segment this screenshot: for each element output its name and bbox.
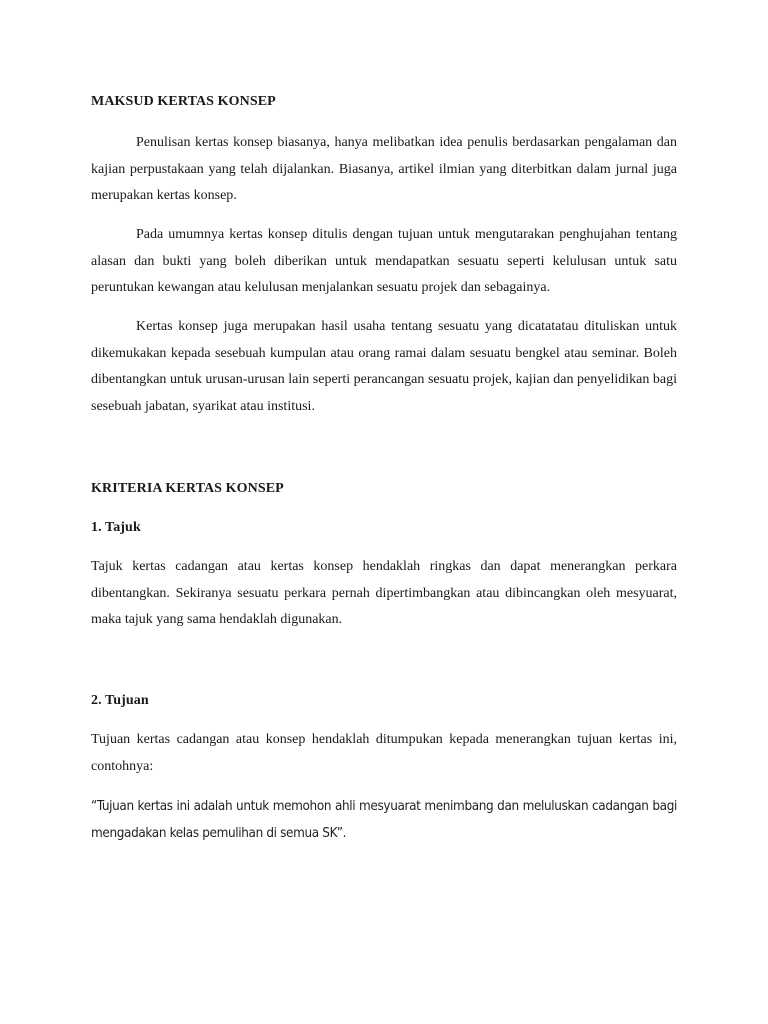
heading-maksud: MAKSUD KERTAS KONSEP: [91, 94, 276, 109]
heading-kriteria: KRITERIA KERTAS KONSEP: [91, 481, 284, 496]
example-quote: “Tujuan kertas ini adalah untuk memohon ahli mesyuarat menimbang dan meluluskan cadangan bagi mengadakan kelas pemulihan di semua SK”.: [91, 799, 677, 841]
heading-tajuk: 1. Tajuk: [91, 520, 141, 535]
paragraph-3: Kertas konsep juga merupakan hasil usaha tentang sesuatu yang dicatatatau dituliskan untuk dikemukakan kepada sesebuah kumpulan atau orang ramai dalam sesuatu bengkel atau seminar. Boleh dibentangkan untuk urusan-urusan lain seperti perancangan sesuatu projek, kajian dan penyelidikan bagi sesebuah jabatan, syarikat atau institusi.: [91, 319, 677, 414]
paragraph-tajuk: Tajuk kertas cadangan atau kertas konsep hendaklah ringkas dan dapat menerangkan perkara dibentangkan. Sekiranya sesuatu perkara pernah dipertimbangkan atau dibincangkan oleh mesyuarat, maka tajuk yang sama hendaklah digunakan.: [91, 559, 677, 627]
paragraph-1: Penulisan kertas konsep biasanya, hanya melibatkan idea penulis berdasarkan pengalaman dan kajian perpustakaan yang telah dijalankan. Biasanya, artikel ilmian yang diterbitkan dalam jurnal juga merupakan kertas konsep.: [91, 135, 677, 203]
paragraph-2: Pada umumnya kertas konsep ditulis dengan tujuan untuk mengutarakan penghujahan tentang alasan dan bukti yang boleh diberikan untuk mendapatkan sesuatu seperti kelulusan untuk satu peruntukan kewangan atau kelulusan menjalankan sesuatu projek dan sebagainya.: [91, 227, 677, 295]
paragraph-tujuan: Tujuan kertas cadangan atau konsep hendaklah ditumpukan kepada menerangkan tujuan kertas ini, contohnya:: [91, 732, 677, 774]
heading-tujuan: 2. Tujuan: [91, 693, 149, 708]
